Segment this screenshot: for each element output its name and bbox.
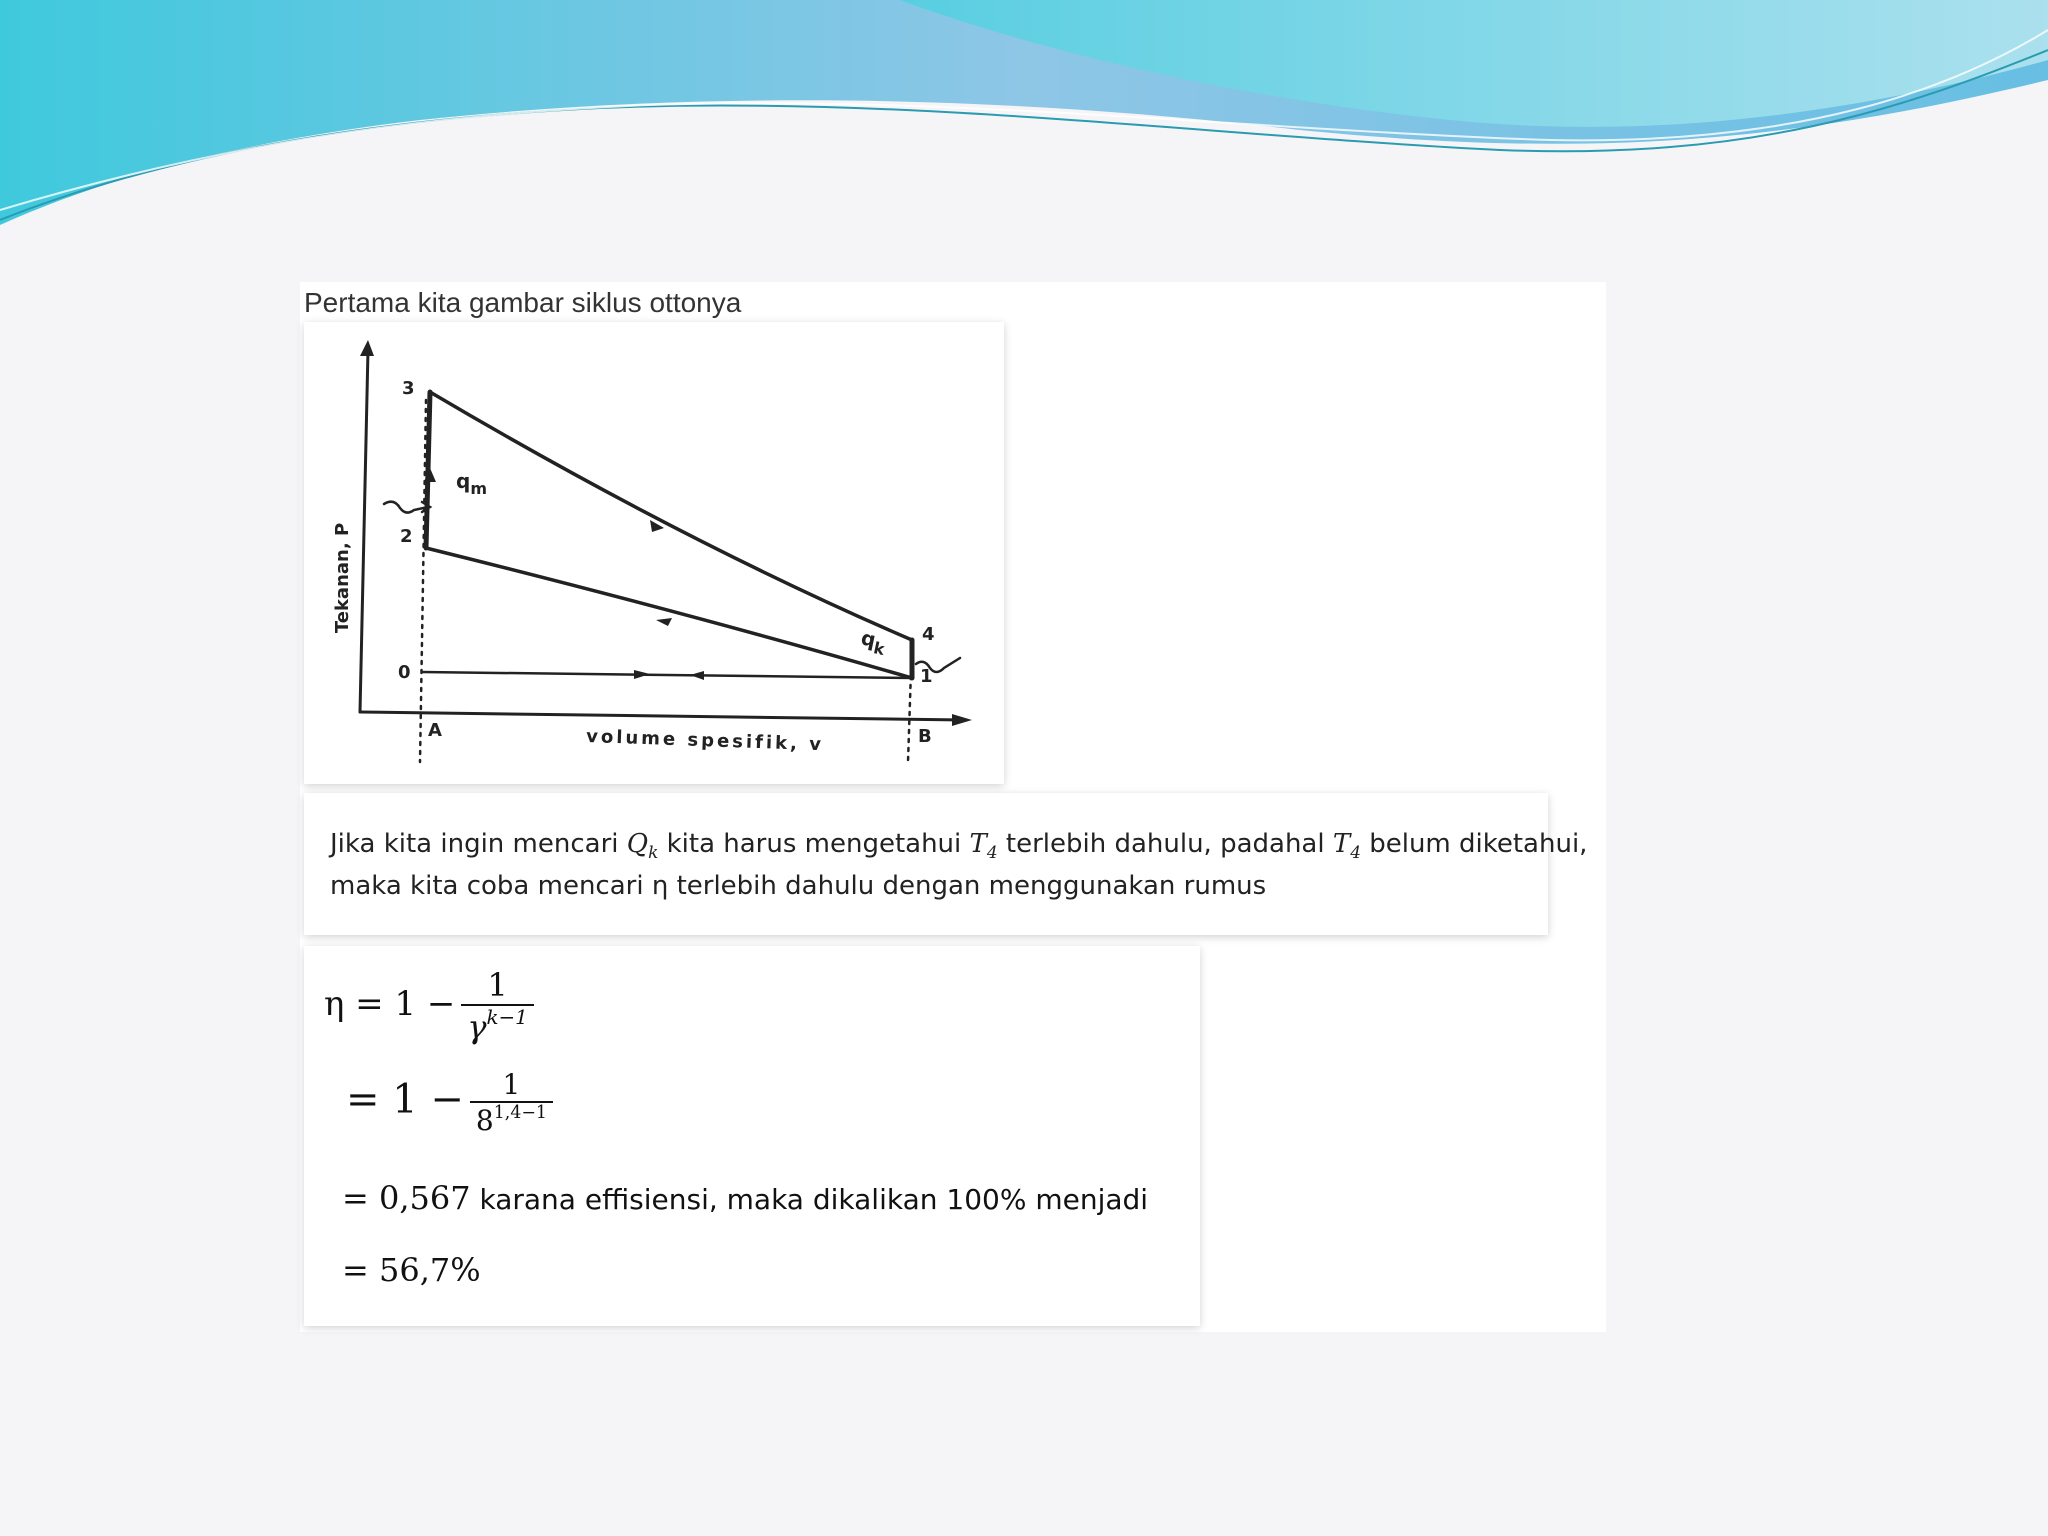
explanation-note-card	[304, 793, 1588, 935]
otto-cycle-diagram	[304, 322, 1004, 784]
efficiency-formula-card	[304, 946, 1200, 1326]
volume-b-label: B	[918, 726, 932, 747]
volume-a-guide	[420, 400, 426, 762]
pressure-axis-label: Tekanan, P	[332, 522, 353, 634]
explanation-line-2: maka kita coba mencari η terlebih dahulu dengan menggunakan rumus	[330, 871, 1267, 901]
point-1-label: 1	[920, 666, 933, 687]
efficiency-formula-substituted: = 1 − $\frac{1}{8^{1,4-1}}$	[346, 1068, 553, 1137]
pressure-axis-arrow	[360, 340, 374, 356]
process-3-4	[430, 392, 912, 640]
otto-cycle-diagram-card	[304, 322, 1004, 784]
point-2-label: 2	[400, 526, 413, 547]
arrowhead-0-1-a	[634, 670, 650, 679]
pressure-axis	[360, 350, 368, 712]
symbol-t4: $T_4$	[1332, 829, 1361, 863]
header-wave-decoration	[0, 0, 2048, 240]
heat-out-label: $q_k$	[858, 625, 887, 659]
arrowhead-0-1-b	[690, 671, 704, 680]
heat-in-label: $q_m$	[456, 469, 487, 498]
point-4-label: 4	[922, 624, 935, 645]
explanation-line-1: Jika kita ingin mencari $Q_k$ kita harus mengetahui $T_4$ terlebih dahulu, padahal $T_4$ belum diketahui,	[330, 829, 1588, 863]
efficiency-result-decimal: = 0,567 karana effisiensi, maka dikalikan 100% menjadi	[342, 1179, 1149, 1217]
efficiency-result-percent: = 56,7%	[342, 1251, 481, 1289]
volume-axis-label: volume spesifik, v	[585, 726, 825, 756]
point-3-label: 3	[402, 378, 415, 399]
process-0-1	[422, 672, 912, 678]
volume-axis-arrow	[952, 714, 972, 726]
volume-axis	[360, 712, 964, 720]
volume-a-label: A	[428, 720, 442, 741]
symbol-t4: $T_4$	[969, 829, 998, 863]
efficiency-formula-general: η = 1 − $\frac{1}{\gamma^{k-1}}$	[324, 966, 534, 1046]
point-0-label: 0	[398, 662, 411, 683]
arrowhead-1-2	[656, 618, 672, 626]
intro-text: Pertama kita gambar siklus ottonya	[304, 287, 742, 318]
symbol-qk: $Q_k$	[626, 829, 659, 863]
process-1-2	[426, 548, 912, 678]
